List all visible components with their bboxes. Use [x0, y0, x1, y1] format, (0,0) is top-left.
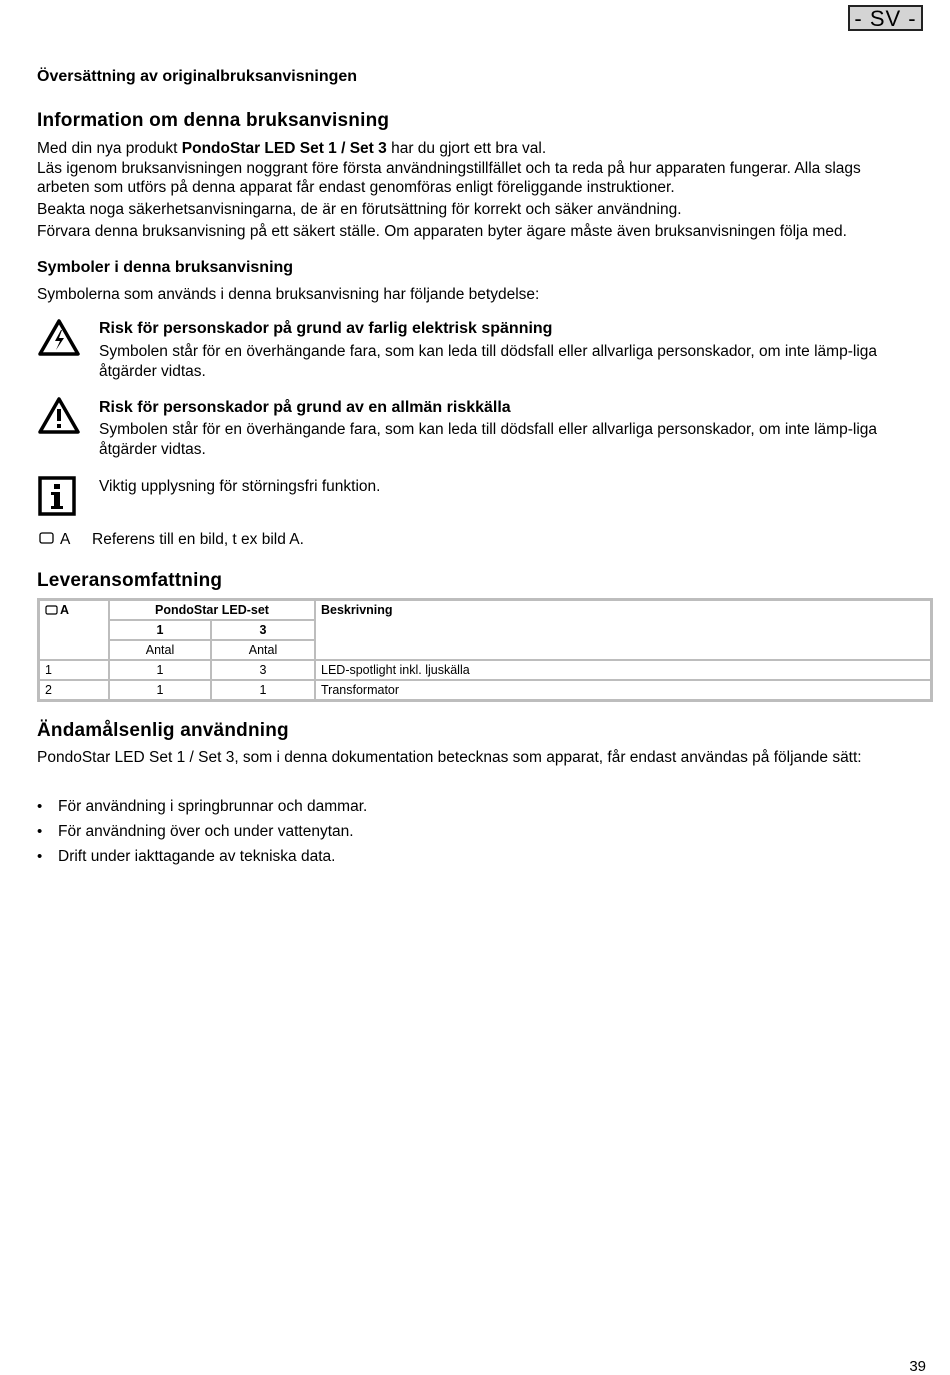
- list-item: • För användning över och under vattenytan.: [37, 819, 367, 844]
- translation-note: Översättning av originalbruksanvisningen: [37, 68, 358, 85]
- table-row: [39, 660, 931, 680]
- list-item: • Drift under iakttagande av tekniska data.: [37, 844, 367, 869]
- table-header-qty1: Antal: [109, 640, 211, 660]
- table-cell-set3: 1: [211, 680, 315, 700]
- figure-reference-text: Referens till en bild, t ex bild A.: [92, 531, 304, 548]
- table-cell-set3: 3: [211, 660, 315, 680]
- usage-lead: PondoStar LED Set 1 / Set 3, som i denna dokumentation betecknas som apparat, får endast användas på följande sätt:: [37, 749, 862, 766]
- language-badge: - SV -: [848, 5, 923, 31]
- intro-line-3: Beakta noga säkerhetsanvisningarna, de är en förutsättning för korrekt och säker användning.: [37, 200, 682, 218]
- table-cell-pos: 2: [39, 680, 109, 700]
- symbol-1-text: Symbolen står för en överhängande fara, som kan leda till dödsfall eller allvarliga personskador, om inte lämp-liga åtgärder vidtas.: [99, 343, 877, 380]
- symbols-lead: Symbolerna som används i denna bruksanvisning har följande betydelse:: [37, 286, 540, 303]
- intro-line-4: Förvara denna bruksanvisning på ett säkert ställe. Om apparaten byter ägare måste även bruksanvisningen följa med.: [37, 223, 847, 240]
- table-header-description: Beskrivning: [315, 600, 931, 660]
- symbol-2-title: Risk för personskador på grund av en allmän riskkälla: [99, 399, 511, 416]
- table-header-product: PondoStar LED-set: [109, 600, 315, 620]
- figure-reference-icon: [45, 605, 58, 615]
- table-cell-desc: LED-spotlight inkl. ljuskälla: [315, 660, 931, 680]
- table-header-row: [39, 600, 931, 620]
- symbol-3-text: Viktig upplysning för störningsfri funktion.: [99, 478, 381, 495]
- intro-paragraph: [37, 139, 927, 242]
- scope-table: [37, 598, 933, 702]
- table-cell-set1: 1: [109, 680, 211, 700]
- general-warning-icon: [38, 397, 80, 435]
- section-title-info: Information om denna bruksanvisning: [37, 110, 390, 131]
- table-cell-desc: Transformator: [315, 680, 931, 700]
- table-header-set3: 3: [211, 620, 315, 640]
- table-header-qty3: Antal: [211, 640, 315, 660]
- table-row: [39, 680, 931, 700]
- table-header-ref: A: [39, 600, 109, 660]
- product-name: PondoStar LED Set 1 / Set 3: [181, 140, 387, 157]
- symbol-1-title: Risk för personskador på grund av farlig elektrisk spänning: [99, 320, 553, 337]
- table-cell-pos: 1: [39, 660, 109, 680]
- list-item: • För användning i springbrunnar och dammar.: [37, 794, 367, 819]
- intro-line-1: Med din nya produkt PondoStar LED Set 1 / Set 3 har du gjort ett bra val.: [37, 140, 547, 157]
- table-cell-set1: 1: [109, 660, 211, 680]
- electric-hazard-icon: [38, 319, 80, 357]
- symbol-2-text: Symbolen står för en överhängande fara, som kan leda till dödsfall eller allvarliga personskador, om inte lämp-liga åtgärder vidtas.: [99, 421, 877, 458]
- page-number: 39: [909, 1358, 926, 1375]
- symbols-title: Symboler i denna bruksanvisning: [37, 259, 294, 276]
- info-icon: [38, 476, 76, 516]
- section-title-usage: Ändamålsenlig användning: [37, 720, 289, 741]
- intro-line-2: Läs igenom bruksanvisningen noggrant före första användningstillfället och ta reda på hur apparaten fungerar. Alla slags arbeten som utförs på denna apparat får endast genomföras enligt föreliggande instruktioner.: [37, 159, 861, 196]
- figure-reference-icon: [39, 532, 54, 544]
- usage-list: [37, 794, 367, 869]
- section-title-scope: Leveransomfattning: [37, 570, 223, 591]
- figure-reference-label: A: [60, 531, 71, 548]
- table-header-set1: 1: [109, 620, 211, 640]
